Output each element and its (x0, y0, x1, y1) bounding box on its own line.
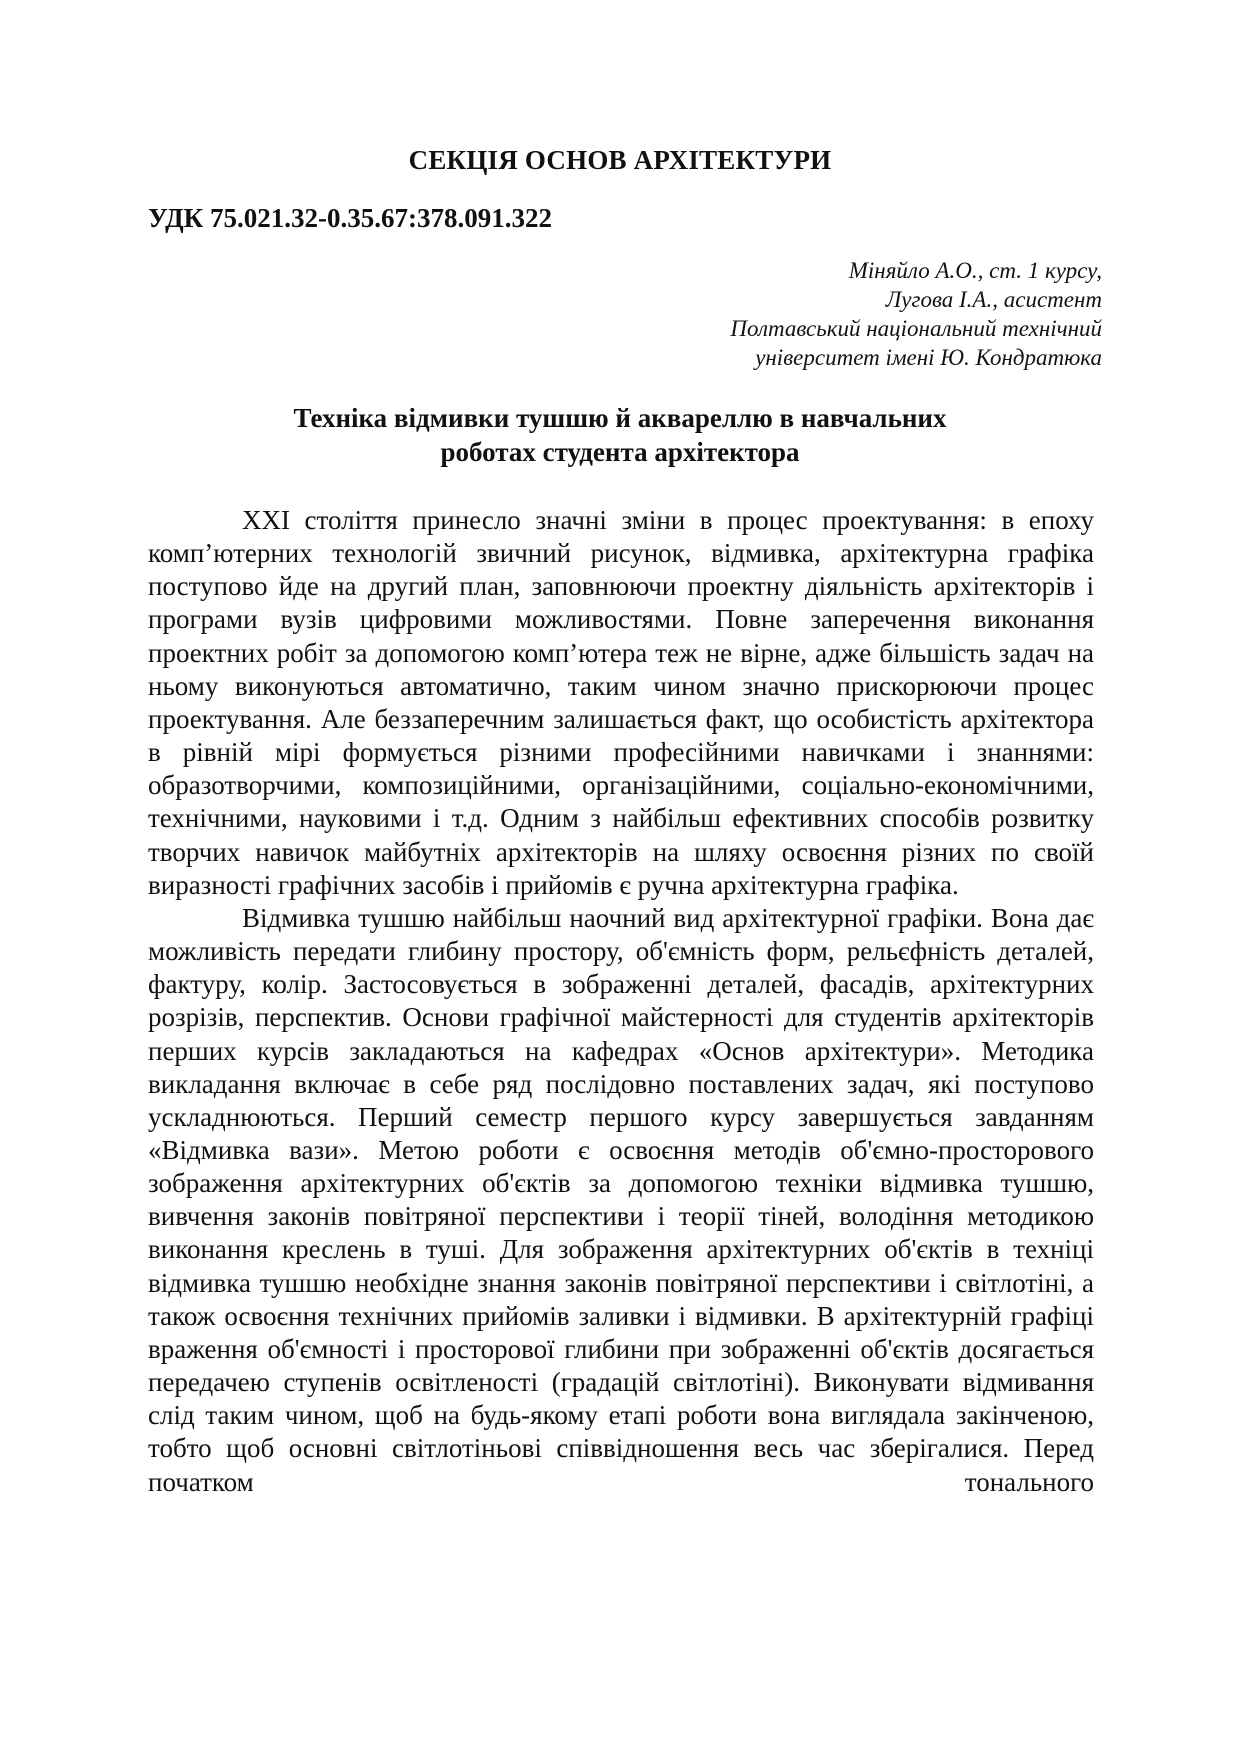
body-text (148, 504, 1094, 1499)
affiliation-line-1: Полтавський національний технічний (730, 316, 1102, 341)
paper-title (0, 401, 1240, 469)
paper-title-line-1: Техніка відмивки тушшю й аквареллю в навчальних (293, 403, 947, 433)
udk-code: УДК 75.021.32-0.35.67:378.091.322 (148, 203, 552, 233)
affiliation-line-2: університет імені Ю. Кондратюка (755, 345, 1102, 370)
author-line-1: Міняйло А.О., ст. 1 курсу, (848, 258, 1102, 283)
section-title: СЕКЦІЯ ОСНОВ АРХІТЕКТУРИ (408, 145, 832, 175)
paragraph-1: XXI століття принесло значні зміни в процес проектування: в епоху комп’ютерних технологій звичний рисунок, відмивка, архітектурна графіка поступово йде на другий план, заповнюючи проектну діяльність архітекторів і програми вузів цифровими можливостями. Повне заперечення виконання проектних робіт за допомогою комп’ютера теж не вірне, адже більшість задач на ньому виконуються автоматично, таким чином значно прискорюючи процес проектування. Але беззаперечним залишається факт, що особистість архітектора в рівній мірі формується різними професійними навичками і знаннями: образотворчими, композиційними, організаційними, соціально-економічними, технічними, науковими і т.д. Одним з найбільш ефективних способів розвитку творчих навичок майбутніх архітекторів на шляху освоєння різних по своїй виразності графічних засобів і прийомів є ручна архітектурна графіка. (148, 505, 1094, 900)
author-line-2: Лугова І.А., асистент (885, 287, 1102, 312)
author-block (730, 256, 1102, 372)
paragraph-2: Відмивка тушшю найбільш наочний вид архітектурної графіки. Вона дає можливість передати глибину простору, об'ємність форм, рельєфність деталей, фактуру, колір. Застосовується в зображенні деталей, фасадів, архітектурних розрізів, перспектив. Основи графічної майстерності для студентів архітекторів перших курсів закладаються на кафедрах «Основ архітектури». Методика викладання включає в себе ряд послідовно поставлених задач, які поступово ускладнюються. Перший семестр першого курсу завершується завданням «Відмивка вази». Метою роботи є освоєння методів об'ємно-просторового зображення архітектурних об'єктів за допомогою техніки відмивка тушшю, вивчення законів повітряної перспективи і теорії тіней, володіння методикою виконання креслень в туші. Для зображення архітектурних об'єктів в техніці відмивка тушшю необхідне знання законів повітряної перспективи і світлотіні, а також освоєння технічних прийомів заливки і відмивки. В архітектурній графіці враження об'ємності і просторової глибини при зображенні об'єктів досягається передачею ступенів освітленості (градацій світлотіні). Виконувати відмивання слід таким чином, щоб на будь-якому етапі роботи вона виглядала закінченою, тобто щоб основні світлотіньові співвідношення весь час зберігалися. Перед початком тонального (148, 902, 1094, 1497)
paper-title-line-2: роботах студента архітектора (440, 437, 800, 467)
